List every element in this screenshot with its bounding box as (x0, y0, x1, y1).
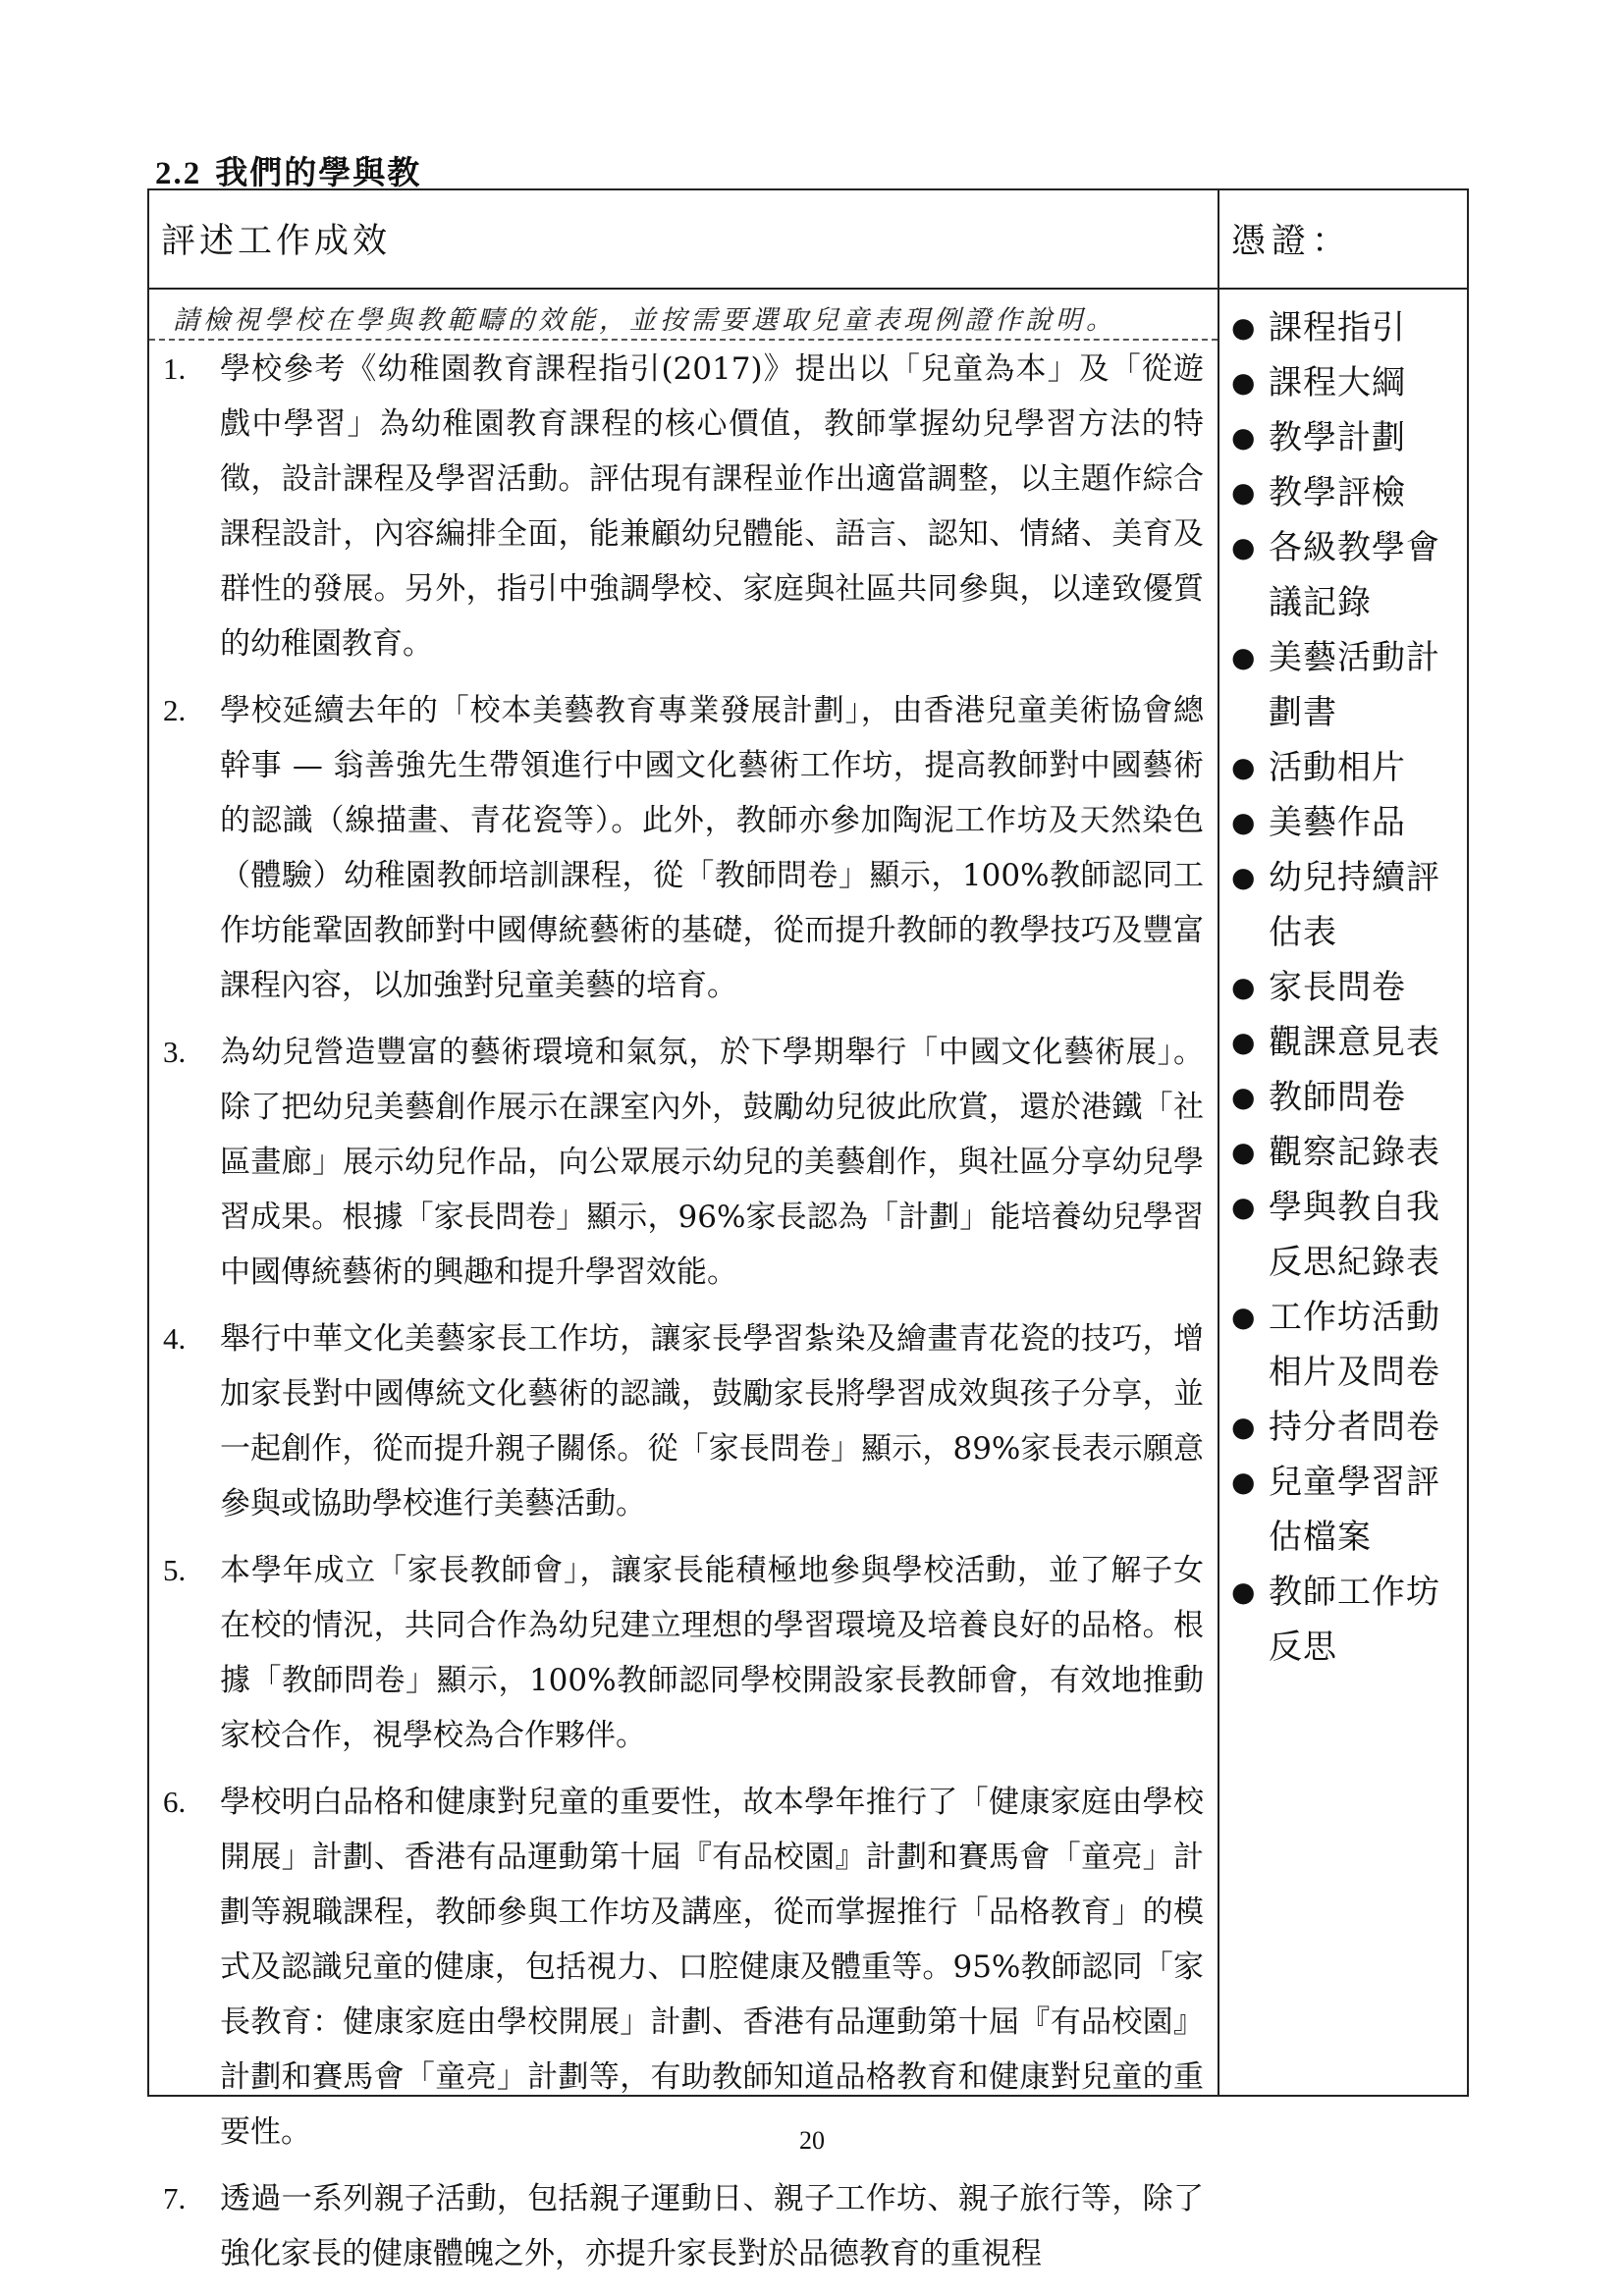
bullet-dot-icon: ● (1231, 366, 1256, 399)
bullet-dot-icon: ● (1231, 751, 1256, 783)
bullet-dot-icon: ● (1231, 1466, 1256, 1498)
evidence-item (1225, 850, 1461, 960)
evidence-label: 工作坊活動相片及問卷 (1269, 1298, 1440, 1392)
evidence-label: 課程大綱 (1269, 363, 1406, 402)
evidence-item (1225, 630, 1461, 740)
review-items (149, 342, 1210, 2293)
evidence-label: 教學評檢 (1269, 473, 1406, 512)
item-number: 2. (163, 693, 187, 727)
bullet-dot-icon: ● (1231, 421, 1256, 454)
evidence-label: 各級教學會議記錄 (1269, 528, 1440, 622)
evidence-item (1225, 1455, 1461, 1565)
header-performance-review: 評述工作成效 (161, 222, 392, 261)
evidence-item (1225, 520, 1461, 630)
review-item (149, 683, 1210, 1013)
section-title (155, 147, 421, 193)
item-number: 3. (163, 1035, 187, 1069)
item-number: 1. (163, 351, 187, 386)
evidence-item (1225, 1125, 1461, 1180)
item-number: 4. (163, 1321, 187, 1356)
evidence-label: 教學計劃 (1269, 418, 1406, 457)
bullet-dot-icon: ● (1231, 1081, 1256, 1113)
section-number: 2.2 (155, 156, 202, 191)
evidence-item (1225, 795, 1461, 850)
bullet-dot-icon: ● (1231, 1411, 1256, 1443)
evidence-label: 美藝活動計劃書 (1269, 638, 1440, 732)
item-number: 5. (163, 1553, 187, 1587)
evidence-item (1225, 1015, 1461, 1070)
review-item (149, 342, 1210, 671)
review-item (149, 1775, 1210, 2160)
item-text: 為幼兒營造豐富的藝術環境和氣氛，於下學期舉行「中國文化藝術展」。除了把幼兒美藝創作展示在課室內外，鼓勵幼兒彼此欣賞，還於港鐵「社區畫廊」展示幼兒作品，向公眾展示幼兒的美藝創作，與社區分享幼兒學習成果。根據「家長問卷」顯示，96%家長認為「計劃」能培養幼兒學習中國傳統藝術的興趣和提升學習效能。 (220, 1035, 1204, 1290)
item-text: 學校參考《幼稚園教育課程指引(2017)》提出以「兒童為本」及「從遊戲中學習」為幼稚園教育課程的核心價值，教師掌握幼兒學習方法的特徵，設計課程及學習活動。評估現有課程並作出適當調整，以主題作綜合課程設計，內容編排全面，能兼顧幼兒體能、語言、認知、情緒、美育及群性的發展。另外，指引中強調學校、家庭與社區共同參與，以達致優質的幼稚園教育。 (220, 351, 1204, 662)
item-text: 學校延續去年的「校本美藝教育專業發展計劃」，由香港兒童美術協會總幹事 — 翁善強先生帶領進行中國文化藝術工作坊，提高教師對中國藝術的認識（線描畫、青花瓷等）。此外，教師亦參加陶泥工作坊及天然染色（體驗）幼稚園教師培訓課程，從「教師問卷」顯示，100%教師認同工作坊能鞏固教師對中國傳統藝術的基礎，從而提升教師的教學技巧及豐富課程內容，以加強對兒童美藝的培育。 (220, 693, 1204, 1003)
dashed-divider (149, 339, 1218, 341)
evidence-item (1225, 1070, 1461, 1125)
evidence-label: 學與教自我反思紀錄表 (1269, 1188, 1440, 1282)
bullet-dot-icon: ● (1231, 476, 1256, 508)
bullet-dot-icon: ● (1231, 806, 1256, 838)
item-text: 學校明白品格和健康對兒童的重要性，故本學年推行了「健康家庭由學校開展」計劃、香港有品運動第十屆『有品校園』計劃和賽馬會「童亮」計劃等親職課程，教師參與工作坊及講座，從而掌握推行「品格教育」的模式及認識兒童的健康，包括視力、口腔健康及體重等。95%教師認同「家長教育：健康家庭由學校開展」計劃、香港有品運動第十屆『有品校園』計劃和賽馬會「童亮」計劃等，有助教師知道品格教育和健康對兒童的重要性。 (220, 1785, 1204, 2150)
evidence-label: 兒童學習評估檔案 (1269, 1463, 1440, 1557)
evidence-item (1225, 960, 1461, 1015)
bullet-dot-icon: ● (1231, 1026, 1256, 1058)
review-item (149, 1025, 1210, 1300)
evidence-item (1225, 1180, 1461, 1290)
evidence-label: 持分者問卷 (1269, 1408, 1440, 1447)
bullet-dot-icon: ● (1231, 1136, 1256, 1168)
item-text: 舉行中華文化美藝家長工作坊，讓家長學習紮染及繪畫青花瓷的技巧，增加家長對中國傳統文化藝術的認識，鼓勵家長將學習成效與孩子分享，並一起創作，從而提升親子關係。從「家長問卷」顯示，89%家長表示願意參與或協助學校進行美藝活動。 (220, 1321, 1204, 1522)
review-item (149, 2171, 1210, 2281)
instruction-note: 請檢視學校在學與教範疇的效能，並按需要選取兒童表現例證作說明。 (173, 305, 1116, 336)
evidence-item (1225, 1565, 1461, 1675)
column-divider (1218, 188, 1219, 2097)
review-item (149, 1543, 1210, 1763)
evidence-label: 活動相片 (1269, 748, 1406, 787)
evidence-label: 教師問卷 (1269, 1078, 1406, 1117)
evidence-item (1225, 465, 1461, 520)
page-number: 20 (799, 2126, 825, 2155)
evidence-label: 觀課意見表 (1269, 1023, 1440, 1062)
bullet-dot-icon: ● (1231, 1191, 1256, 1223)
evidence-label: 家長問卷 (1269, 968, 1406, 1007)
evidence-list (1225, 300, 1461, 1675)
bullet-dot-icon: ● (1231, 531, 1256, 563)
section-heading: 我們的學與教 (215, 153, 422, 191)
item-number: 7. (163, 2181, 187, 2216)
bullet-dot-icon: ● (1231, 641, 1256, 673)
evidence-label: 觀察記錄表 (1269, 1133, 1440, 1172)
evidence-item (1225, 1290, 1461, 1400)
evidence-item (1225, 300, 1461, 355)
bullet-dot-icon: ● (1231, 1575, 1256, 1608)
bullet-dot-icon: ● (1231, 311, 1256, 344)
item-number: 6. (163, 1785, 187, 1819)
evidence-label: 課程指引 (1269, 308, 1406, 347)
evidence-item (1225, 1400, 1461, 1455)
review-item (149, 1311, 1210, 1531)
bullet-dot-icon: ● (1231, 1301, 1256, 1333)
evidence-label: 幼兒持續評估表 (1269, 858, 1440, 952)
evidence-item (1225, 740, 1461, 795)
evidence-item (1225, 410, 1461, 465)
evidence-item (1225, 355, 1461, 410)
item-text: 本學年成立「家長教師會」，讓家長能積極地參與學校活動，並了解子女在校的情況，共同合作為幼兒建立理想的學習環境及培養良好的品格。根據「教師問卷」顯示，100%教師認同學校開設家長教師會，有效地推動家校合作，視學校為合作夥伴。 (220, 1553, 1204, 1753)
header-divider (147, 288, 1469, 290)
header-evidence: 憑證： (1231, 222, 1353, 261)
evidence-label: 美藝作品 (1269, 803, 1406, 842)
evidence-label: 教師工作坊反思 (1269, 1573, 1440, 1667)
item-text: 透過一系列親子活動，包括親子運動日、親子工作坊、親子旅行等，除了強化家長的健康體魄之外，亦提升家長對於品德教育的重視程 (220, 2181, 1204, 2271)
bullet-dot-icon: ● (1231, 971, 1256, 1003)
bullet-dot-icon: ● (1231, 861, 1256, 893)
